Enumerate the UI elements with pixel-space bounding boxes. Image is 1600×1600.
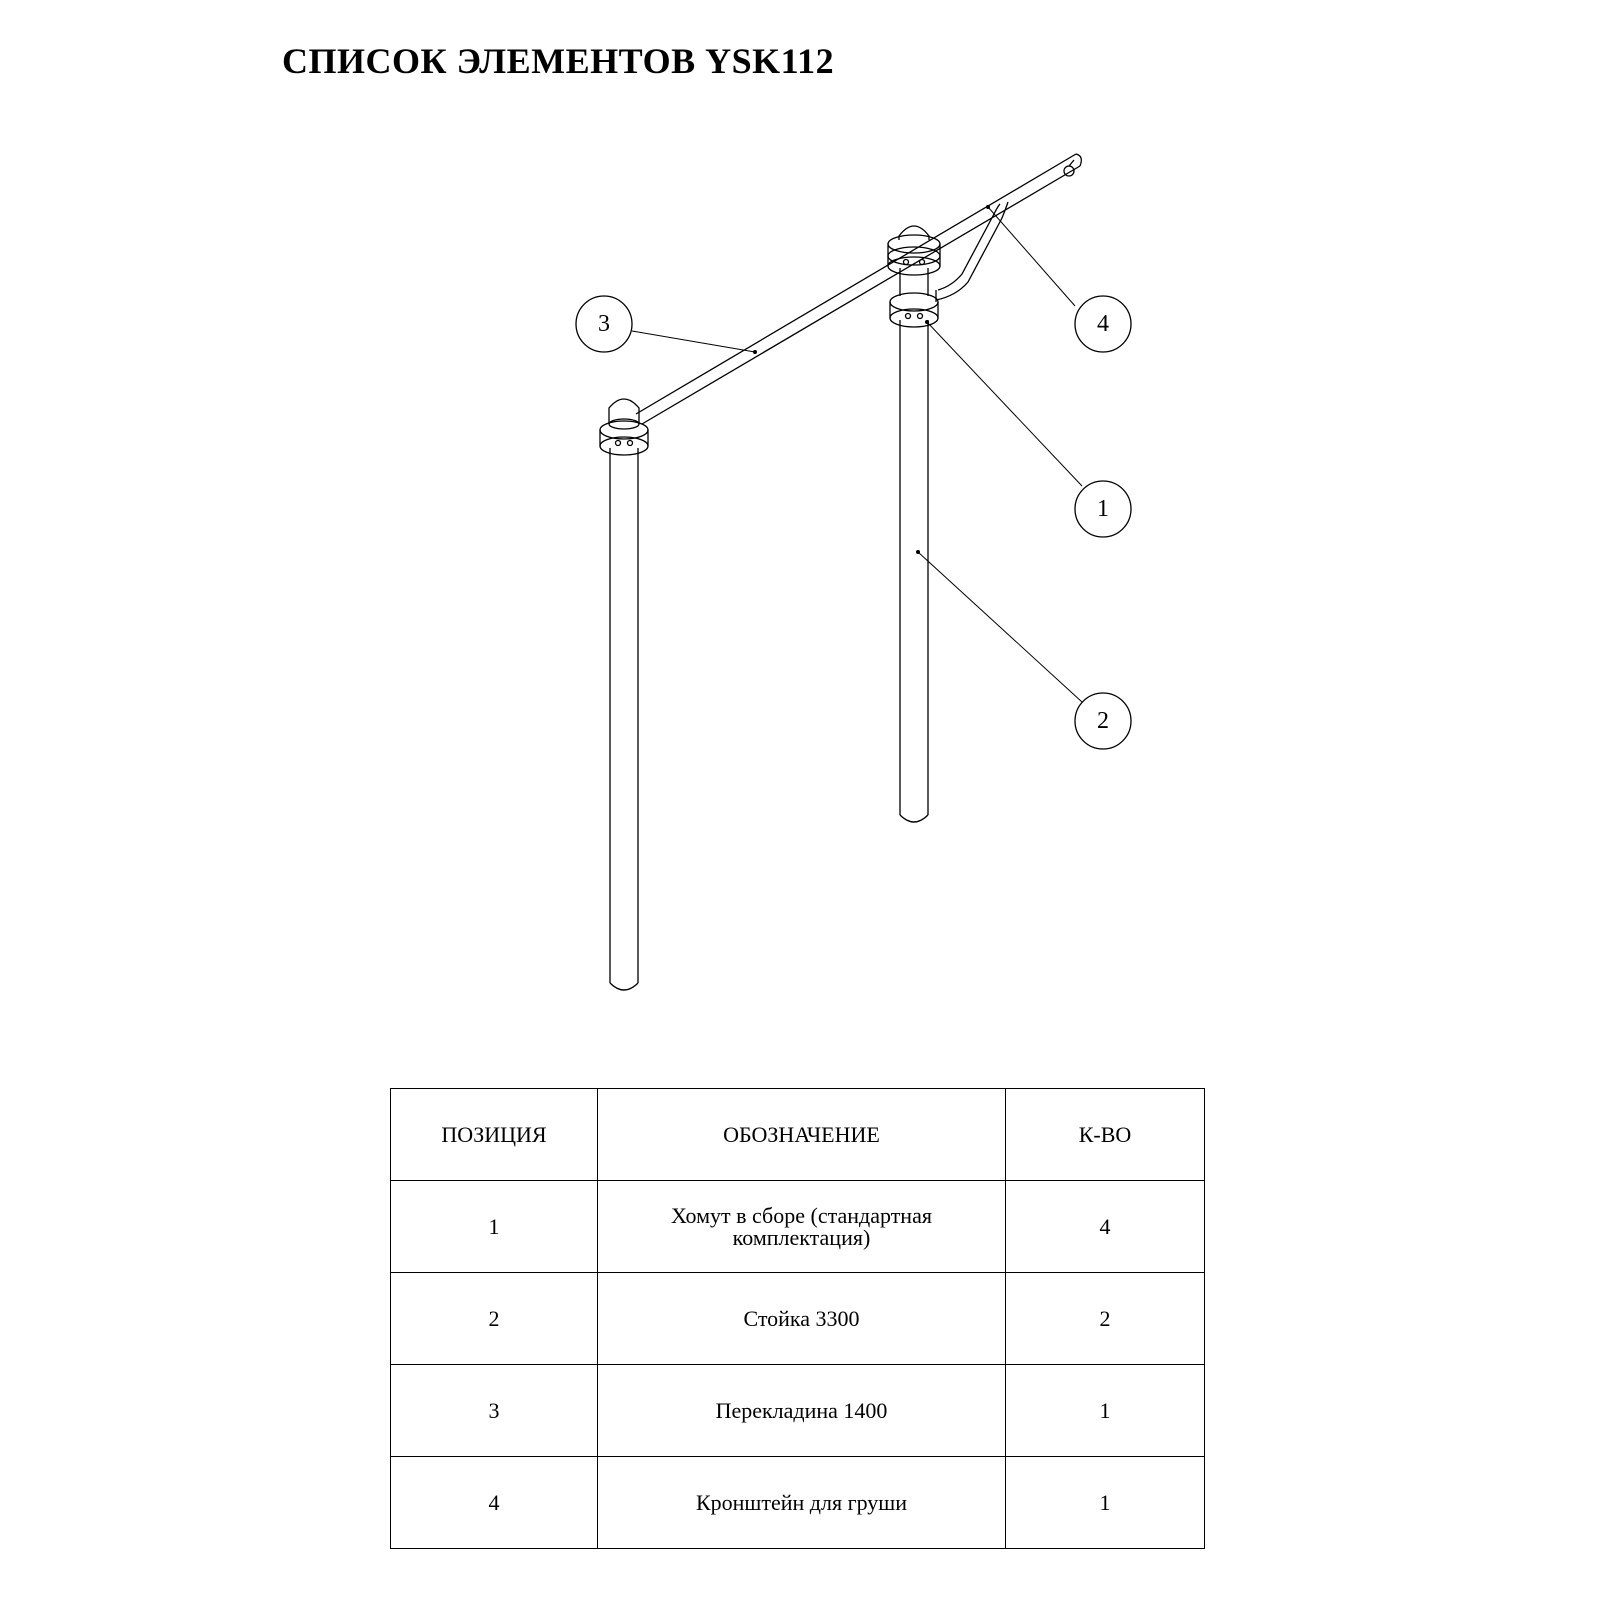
callout-label-1: 1 <box>1097 496 1109 522</box>
table-row <box>391 1365 1205 1457</box>
callout-label-4: 4 <box>1097 311 1109 337</box>
leader-lines <box>632 207 1082 702</box>
header-designation: ОБОЗНАЧЕНИЕ <box>598 1089 1006 1181</box>
crossbar <box>636 154 1081 424</box>
cell-quantity: 2 <box>1006 1273 1205 1365</box>
page-title: СПИСОК ЭЛЕМЕНТОВ YSK112 <box>282 41 835 81</box>
cell-quantity: 1 <box>1006 1365 1205 1457</box>
cell-designation: Стойка 3300 <box>598 1273 1006 1365</box>
parts-table <box>390 1088 1205 1549</box>
cell-quantity: 4 <box>1006 1181 1205 1273</box>
cell-designation: Перекладина 1400 <box>598 1365 1006 1457</box>
header-quantity: К-ВО <box>1006 1089 1205 1181</box>
cell-position: 2 <box>391 1273 598 1365</box>
callout-label-3: 3 <box>598 311 610 337</box>
table-row <box>391 1457 1205 1549</box>
table-row <box>391 1273 1205 1365</box>
cell-designation: Хомут в сборе (стандартная комплектация) <box>598 1181 1006 1273</box>
cell-position: 3 <box>391 1365 598 1457</box>
cell-position: 1 <box>391 1181 598 1273</box>
table-row <box>391 1181 1205 1273</box>
left-post <box>600 399 648 990</box>
header-position: ПОЗИЦИЯ <box>391 1089 598 1181</box>
table-header-row <box>391 1089 1205 1181</box>
cell-position: 4 <box>391 1457 598 1549</box>
right-post <box>888 226 940 822</box>
cell-quantity: 1 <box>1006 1457 1205 1549</box>
cell-designation: Кронштейн для груши <box>598 1457 1006 1549</box>
callout-label-2: 2 <box>1097 708 1109 734</box>
